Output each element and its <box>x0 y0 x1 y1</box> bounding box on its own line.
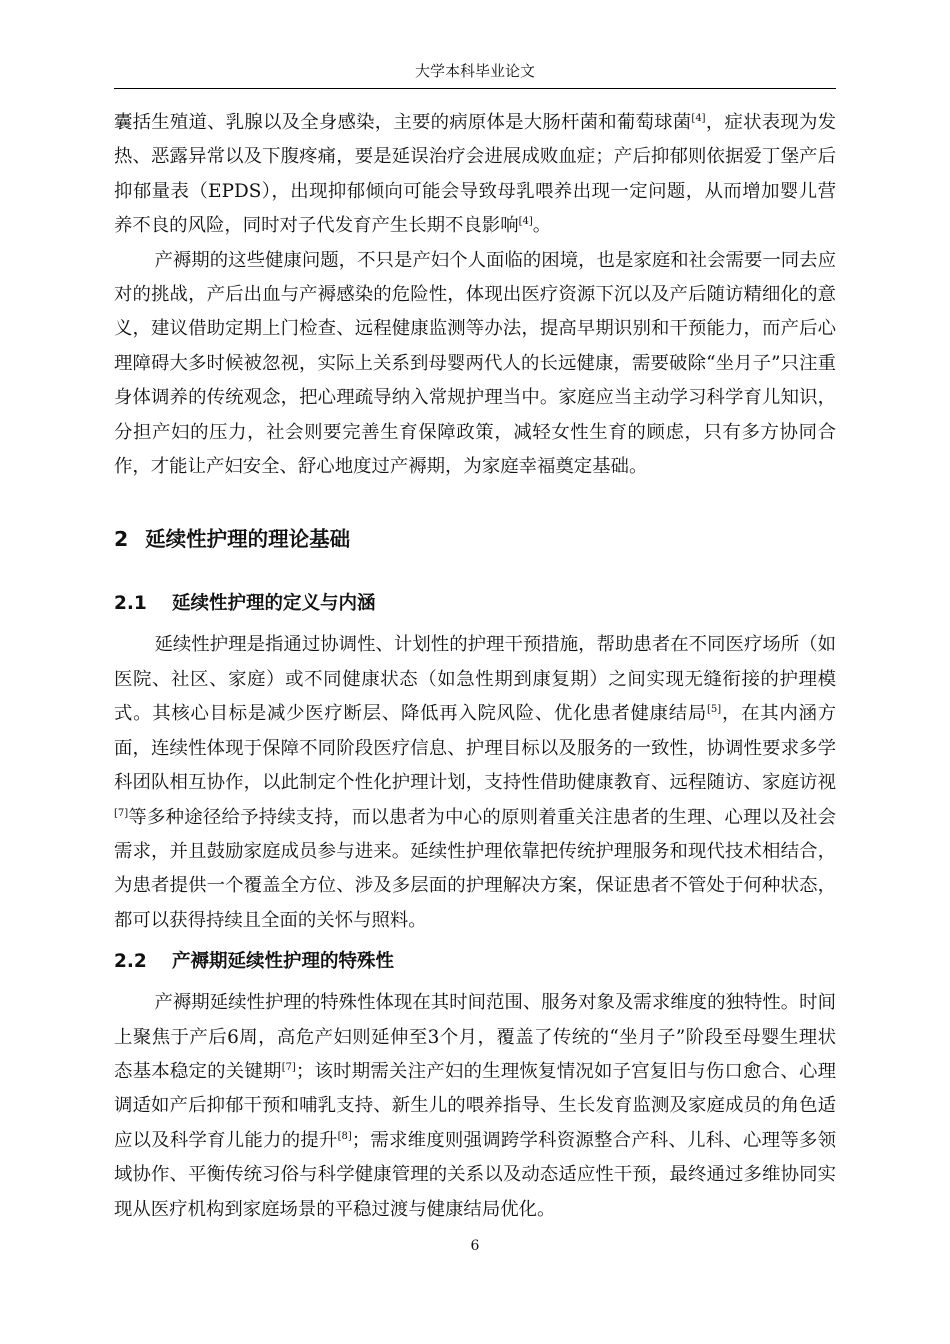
section-title: 延续性护理的理论基础 <box>145 527 351 552</box>
citation: [4] <box>518 216 533 228</box>
page-number: 6 <box>470 1238 480 1254</box>
page-body <box>114 106 836 1227</box>
section-heading-2-1 <box>114 590 836 628</box>
citation: [4] <box>691 113 706 124</box>
paragraph-text: 产褥期的这些健康问题，不只是产妇个人面临的困境，也是家庭和社会需要一同去应对的挑战，产后出血与产褥感染的危险性，体现出医疗资源下沉以及产后随访精细化的意义，建议借助定期上门检查、远程健康监测等办法，提高早期识别和干预能力，而产后心理障碍大多时候被忽视，实际上关系到母婴两代人的长远健康，需要破除“坐月子”只注重身体调养的传统观念，把心理疏导纳入常规护理当中。家庭应当主动学习科学育儿知识，分担产妇的压力，社会则要完善生育保障政策，减轻女性生育的顾虑，只有多方协同合作，才能让产妇安全、舒心地度过产褥期，为家庭幸福奠定基础。 <box>114 249 836 478</box>
paragraph <box>114 628 836 938</box>
section-number: 2.1 <box>114 593 147 615</box>
section-number: 2.2 <box>114 951 147 973</box>
paragraph-text: 等多种途径给予持续支持，而以患者为中心的原则着重关注患者的生理、心理以及社会需求，并且鼓励家庭成员参与进来。延续性护理依靠把传统护理服务和现代技术相结合，为患者提供一个覆盖全方位、涉及多层面的护理解决方案，保证患者不管处于何种状态，都可以获得持续且全面的关怀与照料。 <box>114 806 836 931</box>
paragraph-text: 囊括生殖道、乳腺以及全身感染，主要的病原体是大肠杆菌和葡萄球菌 <box>114 112 692 133</box>
paragraph <box>114 244 836 485</box>
paragraph-text: 。 <box>532 215 552 237</box>
section-title: 延续性护理的定义与内涵 <box>172 593 376 615</box>
paragraph-text: ，在其内涵方面，连续性体现于保障不同阶段医疗信息、护理目标以及服务的一致性，协调性要求多学科团队相互协作，以此制定个性化护理计划，支持性借助健康教育、远程随访、家庭访视 <box>114 703 836 794</box>
section-number: 2 <box>114 527 129 552</box>
paragraph-text: 产褥期延续性护理的特殊性体现在其时间范围、服务对象及需求维度的独特性。时间上聚焦于产后6周，高危产妇则延伸至3个月，覆盖了传统的“坐月子”阶段至母婴生理状态基本稳定的关键期 <box>114 992 836 1082</box>
paragraph-continued <box>114 106 836 244</box>
section-title: 产褥期延续性护理的特殊性 <box>172 951 395 973</box>
paragraph-text: ；该时期需关注产妇的生理恢复情况如子宫复旧与伤口愈合、心理调适如产后抑郁干预和哺乳支持、新生儿的喂养指导、生长发育监测及家庭成员的角色适应以及科学育儿能力的提升 <box>114 1060 836 1151</box>
section-heading-2-2 <box>114 948 836 986</box>
paragraph-text: 延续性护理是指通过协调性、计划性的护理干预措施，帮助患者在不同医疗场所（如医院、社区、家庭）或不同健康状态（如急性期到康复期）之间实现无缝衔接的护理模式。其核心目标是减少医疗断层、降低再入院风险、优化患者健康结局 <box>114 634 836 725</box>
citation: [7] <box>281 1061 296 1073</box>
citation: [8] <box>337 1130 352 1142</box>
header-rule <box>114 88 836 89</box>
paragraph-text: ，症状表现为发热、恶露异常以及下腹疼痛，要是延误治疗会进展成败血症；产后抑郁则依据爱丁堡产后抑郁量表（EPDS），出现抑郁倾向可能会导致母乳喂养出现一定问题，从而增加婴儿营养不良的风险，同时对子代发育产生长期不良影响 <box>114 112 836 237</box>
section-heading-2 <box>114 524 836 576</box>
paragraph-text: ；需求维度则强调跨学科资源整合产科、儿科、心理等多领域协作、平衡传统习俗与科学健康管理的关系以及动态适应性干预，最终通过多维协同实现从医疗机构到家庭场景的平稳过渡与健康结局优化。 <box>114 1129 836 1220</box>
citation: [5] <box>707 704 722 716</box>
citation: [7] <box>114 807 129 819</box>
paragraph <box>114 986 836 1227</box>
running-header: 大学本科毕业论文 <box>414 62 535 80</box>
